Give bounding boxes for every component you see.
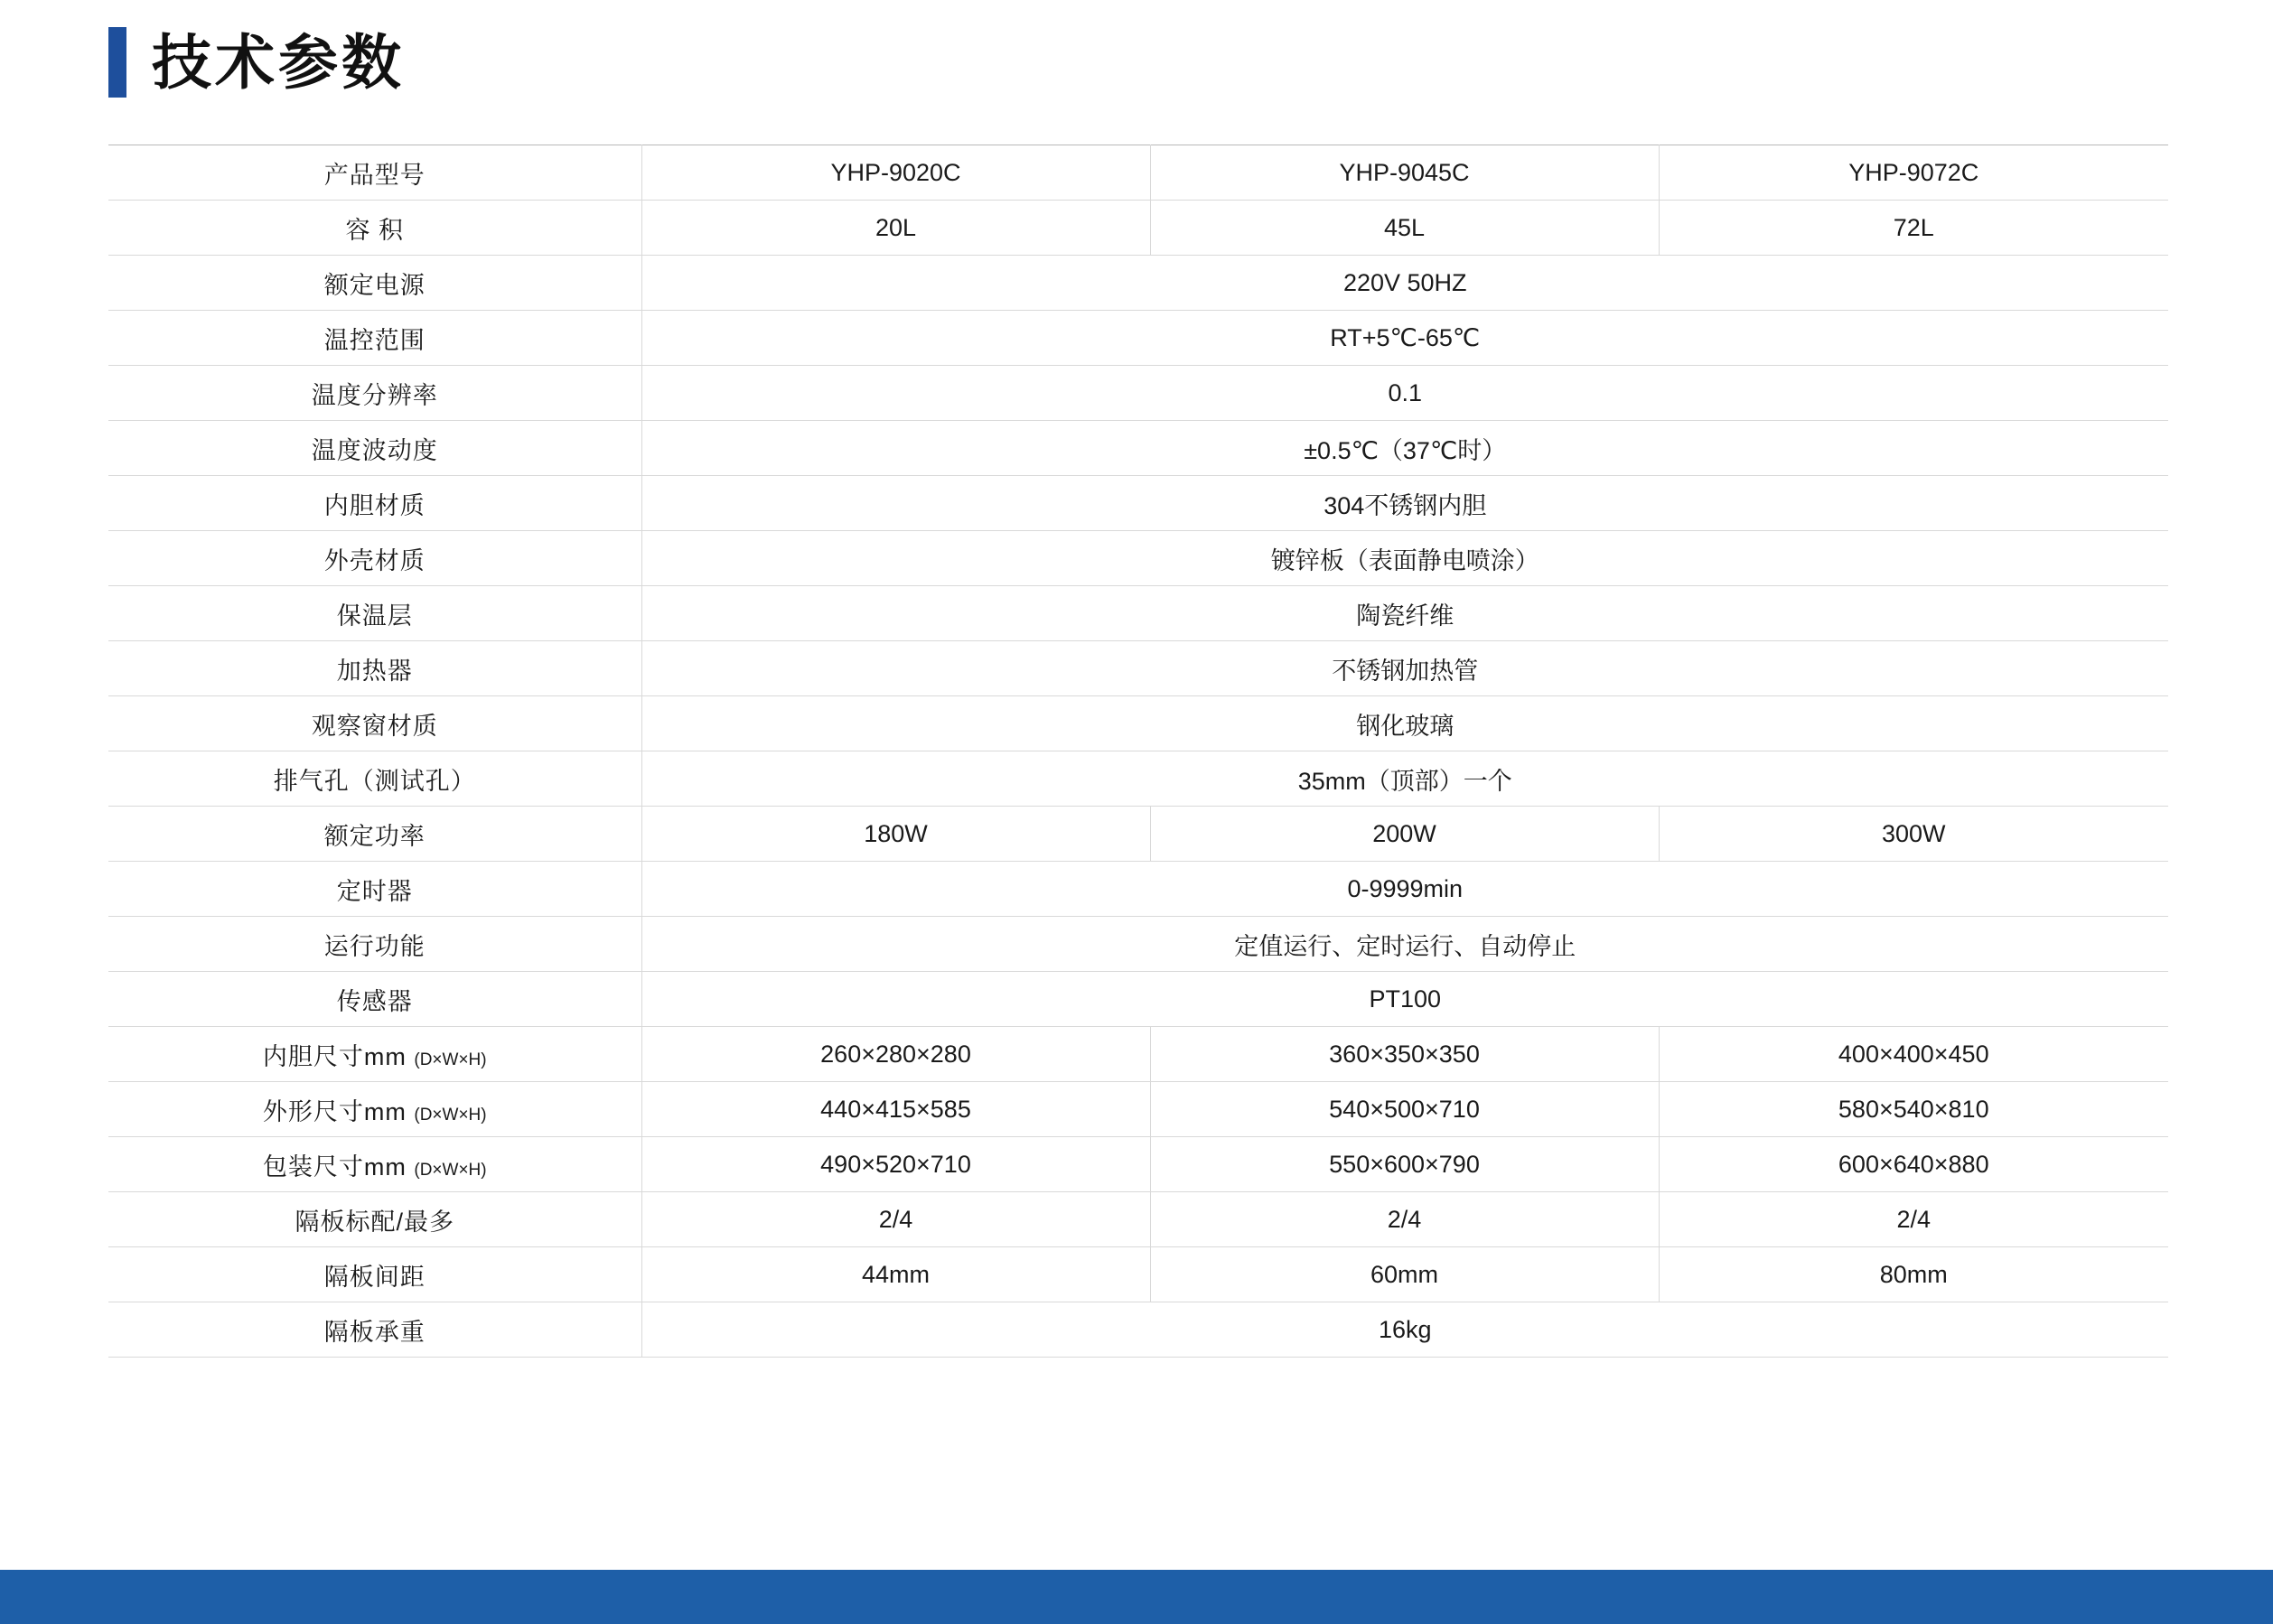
row-value-1: 490×520×710 [641,1137,1150,1192]
row-value-merged: 0.1 [641,366,2168,421]
title-accent-bar [108,27,126,98]
row-value-3: 80mm [1659,1247,2168,1302]
row-label: 温度波动度 [108,421,641,476]
row-label [108,1027,641,1082]
row-value-2: 550×600×790 [1150,1137,1659,1192]
table-row [108,1082,2168,1137]
row-label-subscript: (D×W×H) [414,1050,487,1069]
row-label: 传感器 [108,972,641,1027]
row-label: 观察窗材质 [108,696,641,751]
table-row [108,972,2168,1027]
table-row [108,807,2168,862]
row-label: 温度分辨率 [108,366,641,421]
table-row [108,751,2168,807]
row-value-merged: 0-9999min [641,862,2168,917]
row-value-2: 540×500×710 [1150,1082,1659,1137]
row-label [108,1137,641,1192]
row-value-merged: 钢化玻璃 [641,696,2168,751]
row-value-1: YHP-9020C [641,145,1150,201]
row-label-text: 外形尺寸mm [262,1097,407,1125]
table-row [108,1247,2168,1302]
row-value-merged: 镀锌板（表面静电喷涂） [641,531,2168,586]
row-value-3: 300W [1659,807,2168,862]
row-value-merged: 304不锈钢内胆 [641,476,2168,531]
row-value-3: 72L [1659,201,2168,256]
row-value-3: 580×540×810 [1659,1082,2168,1137]
row-value-1: 260×280×280 [641,1027,1150,1082]
technical-parameters-table [108,145,2168,1358]
row-label: 保温层 [108,586,641,641]
table-row [108,917,2168,972]
row-value-merged: RT+5℃-65℃ [641,311,2168,366]
row-label: 隔板标配/最多 [108,1192,641,1247]
row-label: 定时器 [108,862,641,917]
table-row [108,476,2168,531]
row-value-merged: 16kg [641,1302,2168,1358]
row-label: 排气孔（测试孔） [108,751,641,807]
table-row [108,311,2168,366]
row-value-3: 600×640×880 [1659,1137,2168,1192]
row-value-merged: 35mm（顶部）一个 [641,751,2168,807]
row-label-text: 内胆尺寸mm [262,1042,407,1070]
row-label: 运行功能 [108,917,641,972]
row-label: 产品型号 [108,145,641,201]
row-value-merged: 220V 50HZ [641,256,2168,311]
table-row [108,256,2168,311]
row-label: 隔板承重 [108,1302,641,1358]
table-row [108,366,2168,421]
row-value-2: 200W [1150,807,1659,862]
row-label: 温控范围 [108,311,641,366]
table-row [108,1192,2168,1247]
row-label: 隔板间距 [108,1247,641,1302]
table-row [108,1137,2168,1192]
table-row [108,201,2168,256]
row-label-subscript: (D×W×H) [414,1160,487,1180]
page-title-text: 技术参数 [152,29,405,96]
table-row [108,421,2168,476]
row-label: 加热器 [108,641,641,696]
row-value-merged: 不锈钢加热管 [641,641,2168,696]
row-value-3: YHP-9072C [1659,145,2168,201]
footer-bar [0,1570,2273,1624]
row-value-2: 60mm [1150,1247,1659,1302]
table-row [108,1302,2168,1358]
row-value-1: 2/4 [641,1192,1150,1247]
row-label: 内胆材质 [108,476,641,531]
table-row [108,1027,2168,1082]
row-value-1: 180W [641,807,1150,862]
row-value-1: 440×415×585 [641,1082,1150,1137]
table-row [108,531,2168,586]
row-value-1: 20L [641,201,1150,256]
row-label: 额定电源 [108,256,641,311]
row-label: 外壳材质 [108,531,641,586]
table-row [108,641,2168,696]
row-value-2: 360×350×350 [1150,1027,1659,1082]
page-title [108,27,405,98]
row-value-merged: ±0.5℃（37℃时） [641,421,2168,476]
row-value-3: 400×400×450 [1659,1027,2168,1082]
row-value-3: 2/4 [1659,1192,2168,1247]
row-value-2: YHP-9045C [1150,145,1659,201]
row-value-2: 2/4 [1150,1192,1659,1247]
row-value-merged: PT100 [641,972,2168,1027]
table-row [108,696,2168,751]
row-value-1: 44mm [641,1247,1150,1302]
row-label: 额定功率 [108,807,641,862]
table-row [108,145,2168,201]
table-row [108,862,2168,917]
row-label: 容 积 [108,201,641,256]
row-value-merged: 陶瓷纤维 [641,586,2168,641]
table-row [108,586,2168,641]
row-value-2: 45L [1150,201,1659,256]
row-label [108,1082,641,1137]
row-label-subscript: (D×W×H) [414,1105,487,1125]
row-value-merged: 定值运行、定时运行、自动停止 [641,917,2168,972]
row-label-text: 包装尺寸mm [262,1153,407,1181]
